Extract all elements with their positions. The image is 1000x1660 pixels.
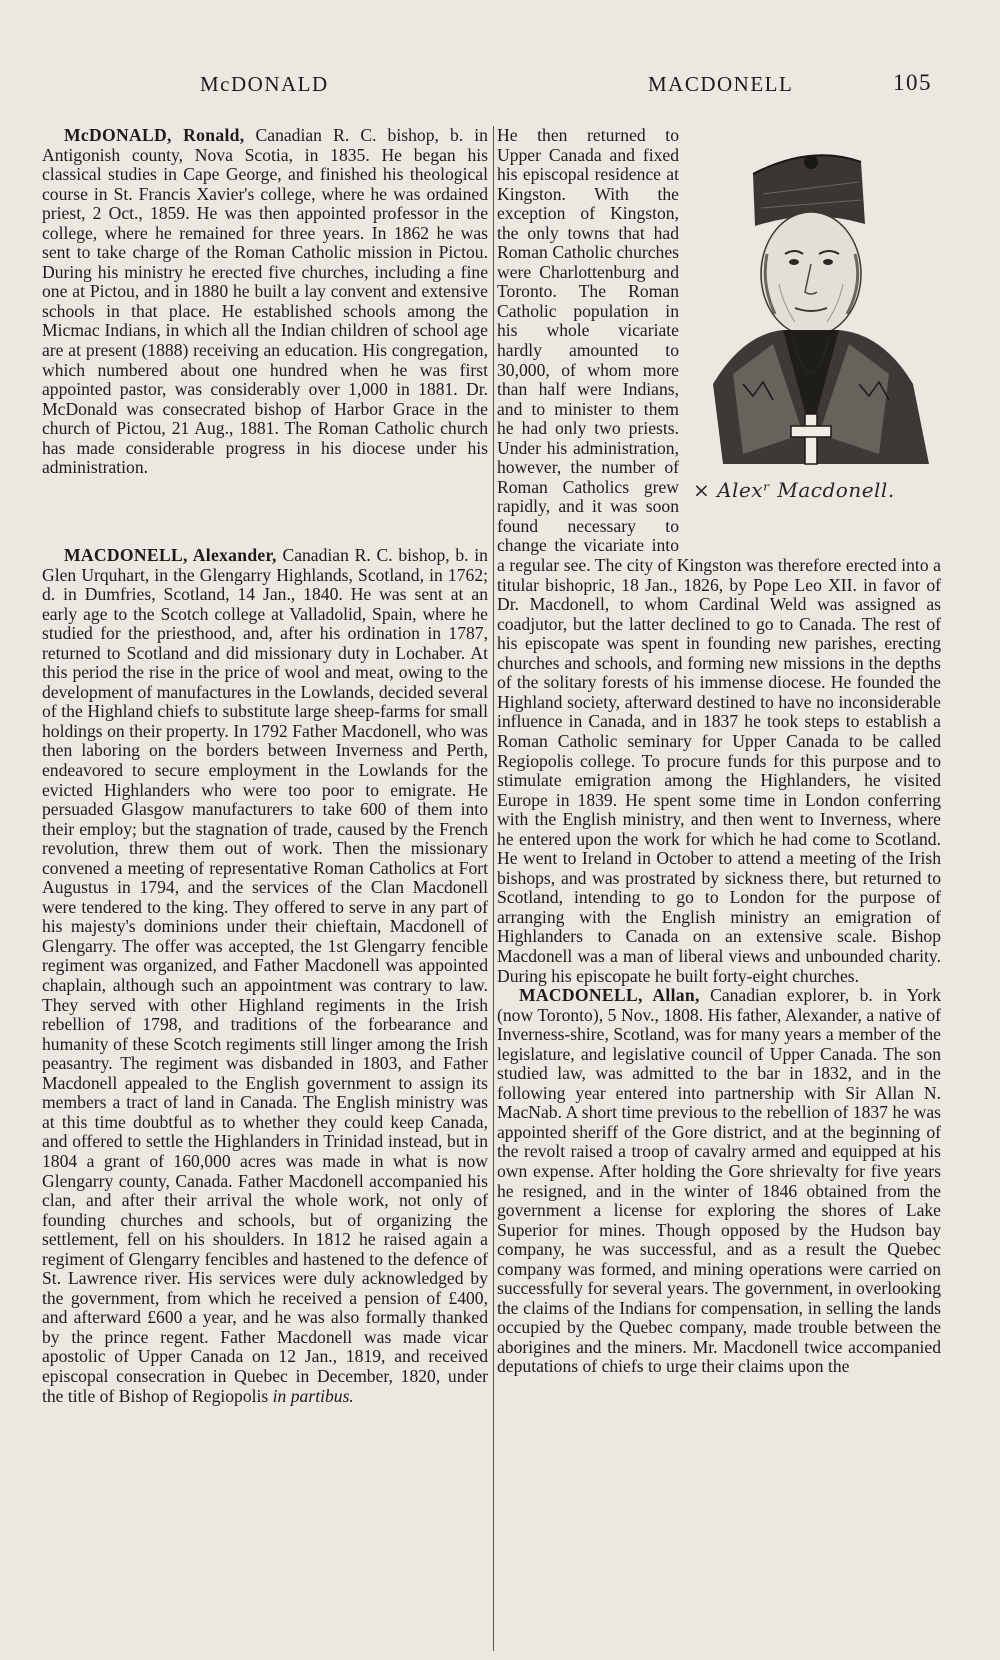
running-head [0, 72, 1000, 102]
column-rule [493, 126, 494, 1651]
entry-body-cont: He then returned to Upper Canada and fixed his episcopal residence at Kingston. With the exception of Kingston, the only towns that had Roman Catholic churches were Charlottenburg and Toronto. The Roman Catholic population in his whole vicariate hardly amounted to 30,000, of whom more than half were Indians, and to minister to them he had only two priests. Under his administration, however, the number of Roman Catholics grew rapidly, and it was soon found necessary to change the vicariate into a regular see. The city of Kingston was therefore erected into a titular bishopric, 18 Jan., 1826, by Pope Leo XII. in favor of Dr. Macdonell, to whom Cardinal Weld was assigned as coadjutor, but the latter declined to go to Canada. The rest of his episcopate was spent in founding new parishes, erecting churches and schools, and forming new missions in the depths of the solitary forests of his immense diocese. He founded the Highland society, afterward destined to have no inconsiderable influence in Canada, and in 1837 he took steps to establish a Roman Catholic seminary for Upper Canada to be called Regiopolis college. To procure funds for this purpose and to stimulate emigration among the Highlanders, he visited Europe in 1839. He spent some time in London conferring with the English ministry, and then went to Inverness, where he entered upon the work for which he had come to Scotland. He went to Ireland in October to attend a meeting of the Irish bishops, and was prostrated by sickness there, but returned to Scotland, intending to go to London for the purpose of arranging with the English ministry an emigration of Highlanders to Canada on an extensive scale. Bishop Macdonell was a man of liberal views and unbounded charity. During his episcopate he built forty-eight churches. [497, 125, 941, 986]
entry-heading: McDONALD, Ronald, [64, 125, 245, 145]
right-column [497, 126, 941, 1377]
entry-macdonell-alexander [42, 546, 488, 1406]
entry-macdonell-allan [497, 986, 941, 1377]
running-head-center: MACDONELL [648, 72, 794, 96]
left-column [42, 126, 488, 478]
entry-mcdonald-ronald [42, 126, 488, 478]
entry-body: Canadian R. C. bishop, b. in Antigonish county, Nova Scotia, in 1835. He began his classical studies in Cape George, and finished his theological course in St. Francis Xavier's college, where he was ordained priest, 2 Oct., 1859. He was then appointed professor in the college, where he remained for three years. In 1862 he was sent to take charge of the Roman Catholic mission in Pictou. During his ministry he erected five churches, including a fine one at Pictou, and in 1880 he built a lay convent and extensive schools in that place. He established schools among the Micmac Indians, in which all the Indian children of school age are at present (1888) receiving an education. His congregation, which numbered about one hundred when he was first appointed pastor, was considerably over 1,000 in 1881. Dr. McDonald was consecrated bishop of Harbor Grace in the church of Pictou, 21 Aug., 1881. The Roman Catholic church has made considerable progress in his diocese under his administration. [42, 125, 488, 478]
entry-italic: in partibus. [272, 1385, 354, 1406]
page-number: 105 [893, 70, 932, 95]
portrait-engraving [683, 126, 945, 548]
entry-heading: MACDONELL, Allan, [519, 985, 700, 1006]
running-head-left: McDONALD [200, 72, 329, 96]
entry-body: Canadian explorer, b. in York (now Toronto), 5 Nov., 1808. His father, Alexander, a native of Inverness-shire, Scotland, was for many years a member of the legislature, and legislative council of Upper Canada. The son studied law, was admitted to the bar in 1832, and in the following year entered into partnership with Sir Allan N. MacNab. A short time previous to the rebellion of 1837 he was appointed sheriff of the Gore district, and at the beginning of the revolt raised a troop of cavalry armed and equipped at his own expense. After holding the Gore shrievalty for five years he resigned, and in the winter of 1846 obtained from the government a license for exploring the shores of Lake Superior for mines. Though opposed by the Hudson bay company, he was successful, and as a result the Quebec company was formed, and mining operations were carried on successfully for several years. The government, in overlooking the claims of the Indians for compensation, in selling the lands occupied by the Quebec company, made trouble between the aborigines and the miners. Mr. Macdonell twice accompanied deputations of chiefs to urge their claims upon the [497, 985, 941, 1377]
entry-body: Canadian R. C. bishop, b. in Glen Urquhart, in the Glengarry Highlands, Scotland, in 1762; d. in Dumfries, Scotland, 14 Jan., 1840. He was sent at an early age to the Scotch college at Valladolid, Spain, where he studied for the priesthood, and, after his ordination in 1787, returned to Scotland and did missionary duty in Lochaber. At this period the rise in the price of wool and meat, owing to the development of manufactures in the Lowlands, decided several of the Highland chiefs to substitute large sheep-farms for small holdings on their property. In 1792 Father Macdonell, who was then laboring on the borders between Inverness and Perth, endeavored to secure employment in the Lowlands for the evicted Highlanders who were too poor to emigrate. He persuaded Glasgow manufacturers to take 600 of them into their employ; but the stagnation of trade, caused by the French revolution, threw them out of work. Then the missionary convened a meeting of representative Roman Catholics at Fort Augustus in 1794, and the services of the Clan Macdonell were tendered to the king. They offered to serve in any part of his majesty's dominions under their chieftain, Macdonell of Glengarry. The offer was accepted, the 1st Glengarry fencible regiment was organized, and Father Macdonell was appointed chaplain, although such an appointment was contrary to law. They served with other Highland regiments in the Irish rebellion of 1798, and traditions of the forbearance and humanity of these Scotch regiments still linger among the Irish peasantry. The regiment was disbanded in 1803, and Father Macdonell appealed to the English government to assign its members a tract of land in Canada. The English ministry was at this time doubtful as to whether they could keep Canada, and offered to settle the Highlanders in Trinidad instead, but in 1804 a grant of 160,000 acres was made in what is now Glengarry county, Canada. Father Macdonell accompanied his clan, and after their arrival the whole work, not only of founding churches and schools, but of organizing the settlement, fell on his shoulders. In 1812 he raised again a regiment of Glengarry fencibles and hastened to the defence of St. Lawrence river. His services were duly acknowledged by the government, from which he received a pension of £400, and afterward £600 a year, and he was also formally thanked by the prince regent. Father Macdonell was made vicar apostolic of Upper Canada on 12 Jan., 1819, and received episcopal consecration in Quebec in December, 1820, under the title of Bishop of Regiopolis [42, 545, 488, 1406]
entry-heading: MACDONELL, Alexander, [64, 545, 277, 565]
signature: × Alexʳ Macdonell. [693, 478, 895, 502]
bishop-portrait-illustration [683, 134, 939, 474]
left-column-second-entry [42, 546, 488, 1406]
